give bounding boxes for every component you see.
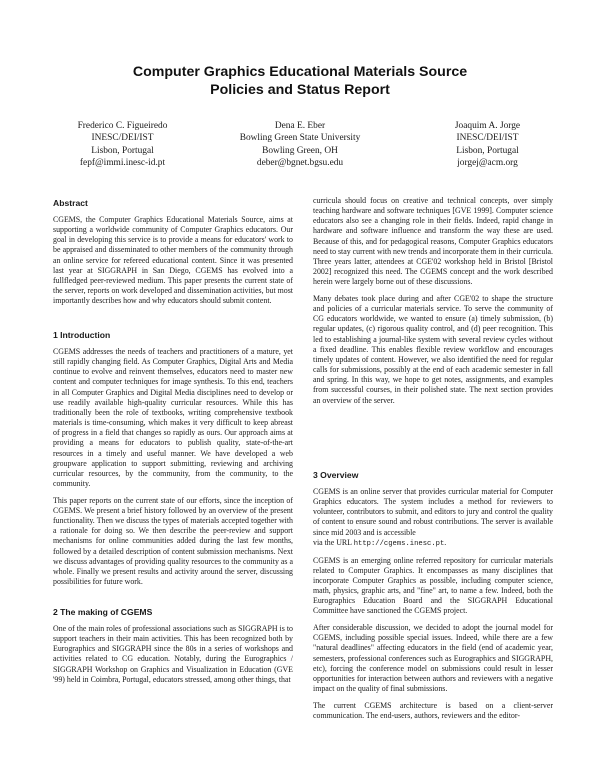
overview-paragraph-4: The current CGEMS architecture is based on a client-server communication. The end-users, authors, reviewers and the editor- — [313, 700, 553, 720]
overview-paragraph-2: CGEMS is an emerging online referred repository for curricular materials related to Computer Graphics. It encompasses as many disciplines that incorporate Computer Graphics as possible, including computer science, math, physics, graphic arts, and "fine" art, to name a few. Indeed, both the Eurographics Education Board and the SIGGRAPH Educational Committee have sanctioned the CGEMS project. — [313, 555, 553, 616]
author-affiliation: INESC/DEI/IST — [456, 133, 519, 144]
author-email: fepf@immi.inesc-id.pt — [79, 158, 166, 169]
left-column — [53, 198, 293, 313]
author-email: deber@bgnet.bgsu.edu — [256, 158, 344, 169]
author-name: Joaquim A. Jorge — [454, 121, 521, 131]
intro-heading: 1 Introduction — [53, 330, 111, 340]
author-location: Lisbon, Portugal — [456, 145, 519, 156]
author-affiliation: INESC/DEI/IST — [91, 133, 154, 144]
author-3 — [420, 120, 555, 170]
url-suffix: . — [444, 537, 447, 547]
cgems-url-link[interactable]: http://cgems.inesc.pt — [353, 539, 445, 548]
author-affiliation: Bowling Green State University — [239, 133, 361, 144]
right-paragraph-2: Many debates took place during and after CGE'02 to shape the structure and policies of a curricular materials service. To serve the community of CG educators worldwide, we wanted to ensure (a) timely submission, (b) regular updates, (c) rigorous quality control, and (d) peer recognition. This led to establishing a journal-like system with several review cycles without a fixed deadline. This enables flexible review workflow and encourages timely updates of content. However, we also identified the need for regular calls for submissions, possibly at the end of each academic semester in fall and spring. In this way, we hope to get notes, assignments, and examples from successful courses, in their polished state. The next section provides an overview of the server. — [313, 294, 553, 405]
url-prefix: via the URL — [313, 537, 354, 547]
author-email: jorgej@acm.org — [457, 158, 518, 169]
overview-paragraph-3: After considerable discussion, we decided to adopt the journal model for CGEMS, including possible special issues. Indeed, while there are a few "natural deadlines" affecting educators in the field (end of academic year, semesters, professional conferences such as Eurographics and SIGGRAPH, etc), forcing the conference model on submissions could result in lesser opportunities for interaction between authors and reviewers with a negative impact on the quality of final submissions. — [313, 623, 553, 693]
author-2 — [225, 120, 375, 170]
overview-p1-text: CGEMS is an online server that provides curricular material for Computer Graphics educators. The system includes a method for reviewers to volunteer, contributors to submit, and editors to jury and control the quality of content to ensure sound and robust contributions. The server is available since mid 2003 and is accessible — [313, 487, 553, 537]
making-paragraph-1: One of the main roles of professional associations such as SIGGRAPH is to support teachers in their main activities. This has been recognized both by Eurographics and SIGGRAPH since the 80s in a series of workshops and activities related to CG education. Notably, during the Eurographics / SIGGRAPH Workshop on Graphics and Visualization in Education (GVE '99) held in Coimbra, Portugal, educators stressed, among other things, that — [53, 624, 293, 684]
overview-section — [313, 470, 553, 728]
author-name: Dena E. Eber — [274, 121, 326, 131]
abstract-heading: Abstract — [53, 198, 88, 208]
title-line-2: Policies and Status Report — [210, 81, 390, 98]
abstract-text: CGEMS, the Computer Graphics Educational Materials Source, aims at supporting a worldwide community of Computer Graphics educators. Our goal in developing this service is to provide a means for educators' work to be appraised and disseminated to other members of the community through an online service for refereed educational content. Since it was presented last year at SIGGRAPH in San Diego, CGEMS has evolved into a fullfledged peer-reviewed medium. This paper presents the current state of the server, reports on work developed and dissemination activities, but most importantly describes how and why educators should submit content. — [53, 215, 293, 306]
intro-section — [53, 330, 293, 594]
making-section — [53, 607, 293, 692]
right-paragraph-1: curricula should focus on creative and technical concepts, over simply teaching hardware and software techniques [GVE 1999]. Computer science educators also see a changing role in their fields. Indeed, rapid change in hardware and software influence and transform the way these are used. Because of this, and for pedagogical reasons, Computer Graphics educators need to stay current with new trends and incorporate them in their curricula. Three years latter, attendees at CGE'02 workshop held in Bristol [Bristol 2002] recognized this need. The CGEMS concept and the work described herein were largely borne out of these discussions. — [313, 196, 553, 287]
title-line-1: Computer Graphics Educational Materials Source — [132, 64, 468, 80]
overview-heading: 3 Overview — [313, 470, 359, 480]
right-column — [313, 196, 553, 412]
paper-title — [0, 64, 600, 99]
author-location: Bowling Green, OH — [262, 145, 338, 156]
making-heading: 2 The making of CGEMS — [53, 607, 153, 617]
author-location: Lisbon, Portugal — [91, 145, 154, 156]
overview-paragraph-1 — [313, 487, 553, 549]
intro-paragraph-2: This paper reports on the current state of our efforts, since the inception of CGEMS. We present a brief history followed by an overview of the present functionality. Then we discuss the types of materials accepted together with a rationale for doing so. We then describe the peer-review and support mechanisms for online communities added during the last few months, followed by a detailed description of content submission mechanisms. Next we discuss advantages of providing quality resources to the community as a whole. Finally we present results and activity around the server, discussing possibilities for future work. — [53, 495, 293, 587]
author-1 — [55, 120, 190, 170]
author-name: Frederico C. Figueiredo — [77, 121, 168, 131]
intro-paragraph-1: CGEMS addresses the needs of teachers and practitioners of a mature, yet still rapidly changing field. As Computer Graphics, Digital Arts and Media continue to evolve and reinvent themselves, educators need to master new content and computer techniques for image synthesis. To this end, teachers in all Computer Graphics and Digital Media disciplines need to develop or use readily available high-quality curricular resources. While this has traditionally been the role of textbooks, writing comprehensive textbook materials is time-consuming, which makes it very difficult to keep abreast of progress in a field that changes so rapidly as ours. Our approach aims at providing a means for educators to publish quality, state-of-the-art resources in a timely and useful manner. We have developed a web groupware application to support submitting, reviewing and archiving curricular resources, by the community, from the community, to the community. — [53, 347, 293, 489]
